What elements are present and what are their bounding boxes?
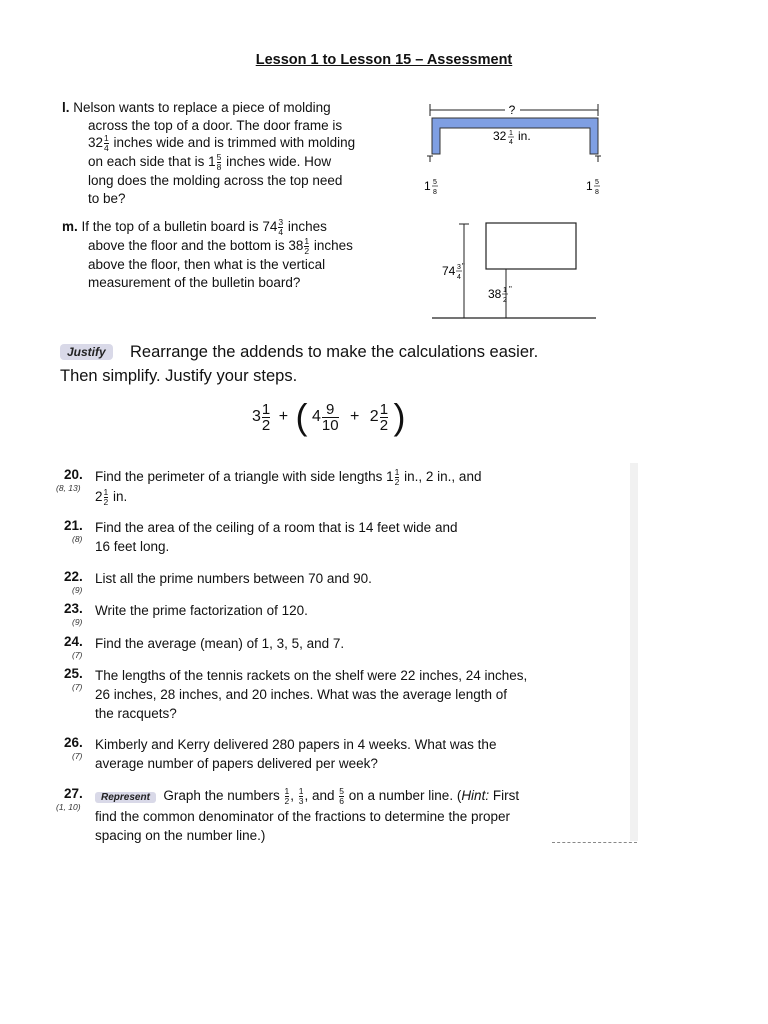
problem-l-line3: 32 $\frac{1}{4}$ inches wide and is trimmed with molding bbox=[88, 133, 356, 153]
problem-l-line5: long does the molding across the top need bbox=[88, 173, 343, 188]
width-label-whole: 32 bbox=[493, 129, 507, 143]
side-label-whole: 1 bbox=[586, 179, 593, 193]
svg-text:3: 3 bbox=[457, 264, 461, 271]
justify-line1: Rearrange the addends to make the calculations easier. bbox=[130, 343, 539, 361]
problem-m-line3: above the floor, then what is the vertical bbox=[88, 257, 326, 272]
problem-m-line2: above the floor and the bottom is 38 $\frac{1}{2}$ inches bbox=[88, 236, 353, 256]
problem-l-line4: on each side that is 1 $\frac{5}{8}$ inches wide. How bbox=[88, 152, 332, 172]
problem-l bbox=[62, 99, 422, 207]
svg-text:2: 2 bbox=[503, 297, 507, 304]
svg-text:4: 4 bbox=[457, 274, 461, 281]
svg-text:": " bbox=[462, 262, 465, 271]
page-edge-shadow bbox=[630, 463, 638, 841]
fraction: $\frac{5}{8}$ bbox=[216, 152, 222, 172]
svg-text:": " bbox=[509, 285, 512, 294]
problem-m: m. If the top of a bulletin board is 74 $\frac{3}{4}$ inches above the floor and the bottom is 38 $\frac{1}{2}$ inches above the floor, then what is the vertical measurement of the bulletin board? bbox=[62, 218, 422, 291]
svg-text:5: 5 bbox=[433, 179, 437, 186]
fraction: $\frac{3}{4}$ bbox=[278, 217, 284, 237]
problem-l-line1: Nelson wants to replace a piece of molding bbox=[73, 100, 331, 115]
justify-tag: Justify bbox=[60, 344, 113, 360]
problem-l-line2: across the top of a door. The door frame is bbox=[88, 117, 343, 133]
door-frame-diagram bbox=[420, 98, 610, 204]
side-label-whole: 1 bbox=[424, 179, 431, 193]
svg-text:5: 5 bbox=[595, 179, 599, 186]
svg-text:1: 1 bbox=[503, 287, 507, 294]
width-label-den: 4 bbox=[509, 139, 513, 146]
cropped-footer-fragment bbox=[552, 842, 637, 845]
justify-line2: Then simplify. Justify your steps. bbox=[60, 367, 298, 385]
represent-tag: Represent bbox=[95, 792, 156, 803]
bulletin-board bbox=[486, 223, 576, 269]
page-title: Lesson 1 to Lesson 15 – Assessment bbox=[255, 52, 513, 68]
problem-letter: m. bbox=[62, 219, 78, 235]
width-label-unit: in. bbox=[518, 129, 531, 143]
bottom-label-whole: 38 bbox=[488, 287, 502, 301]
fraction: $\frac{1}{4}$ bbox=[104, 133, 109, 153]
width-label-num: 1 bbox=[509, 130, 513, 137]
problem-l-line6: to be? bbox=[88, 190, 126, 206]
problem-letter: l. bbox=[62, 100, 70, 115]
justify-expression: 3 $\frac{1}{2}$ + ( 4 $\frac{9}{10}$ + 2 $\frac{1}{2}$ ) bbox=[252, 396, 406, 437]
door-frame-molding bbox=[432, 118, 598, 154]
svg-text:8: 8 bbox=[595, 189, 599, 196]
bulletin-board-diagram bbox=[430, 218, 600, 324]
cropped-text-fragment bbox=[213, 74, 253, 80]
problem-m-line4: measurement of the bulletin board? bbox=[88, 274, 301, 290]
question-mark: ? bbox=[508, 103, 516, 117]
top-label-whole: 74 bbox=[442, 264, 456, 278]
fraction: $\frac{1}{2}$ bbox=[304, 236, 310, 256]
svg-text:8: 8 bbox=[433, 189, 437, 196]
